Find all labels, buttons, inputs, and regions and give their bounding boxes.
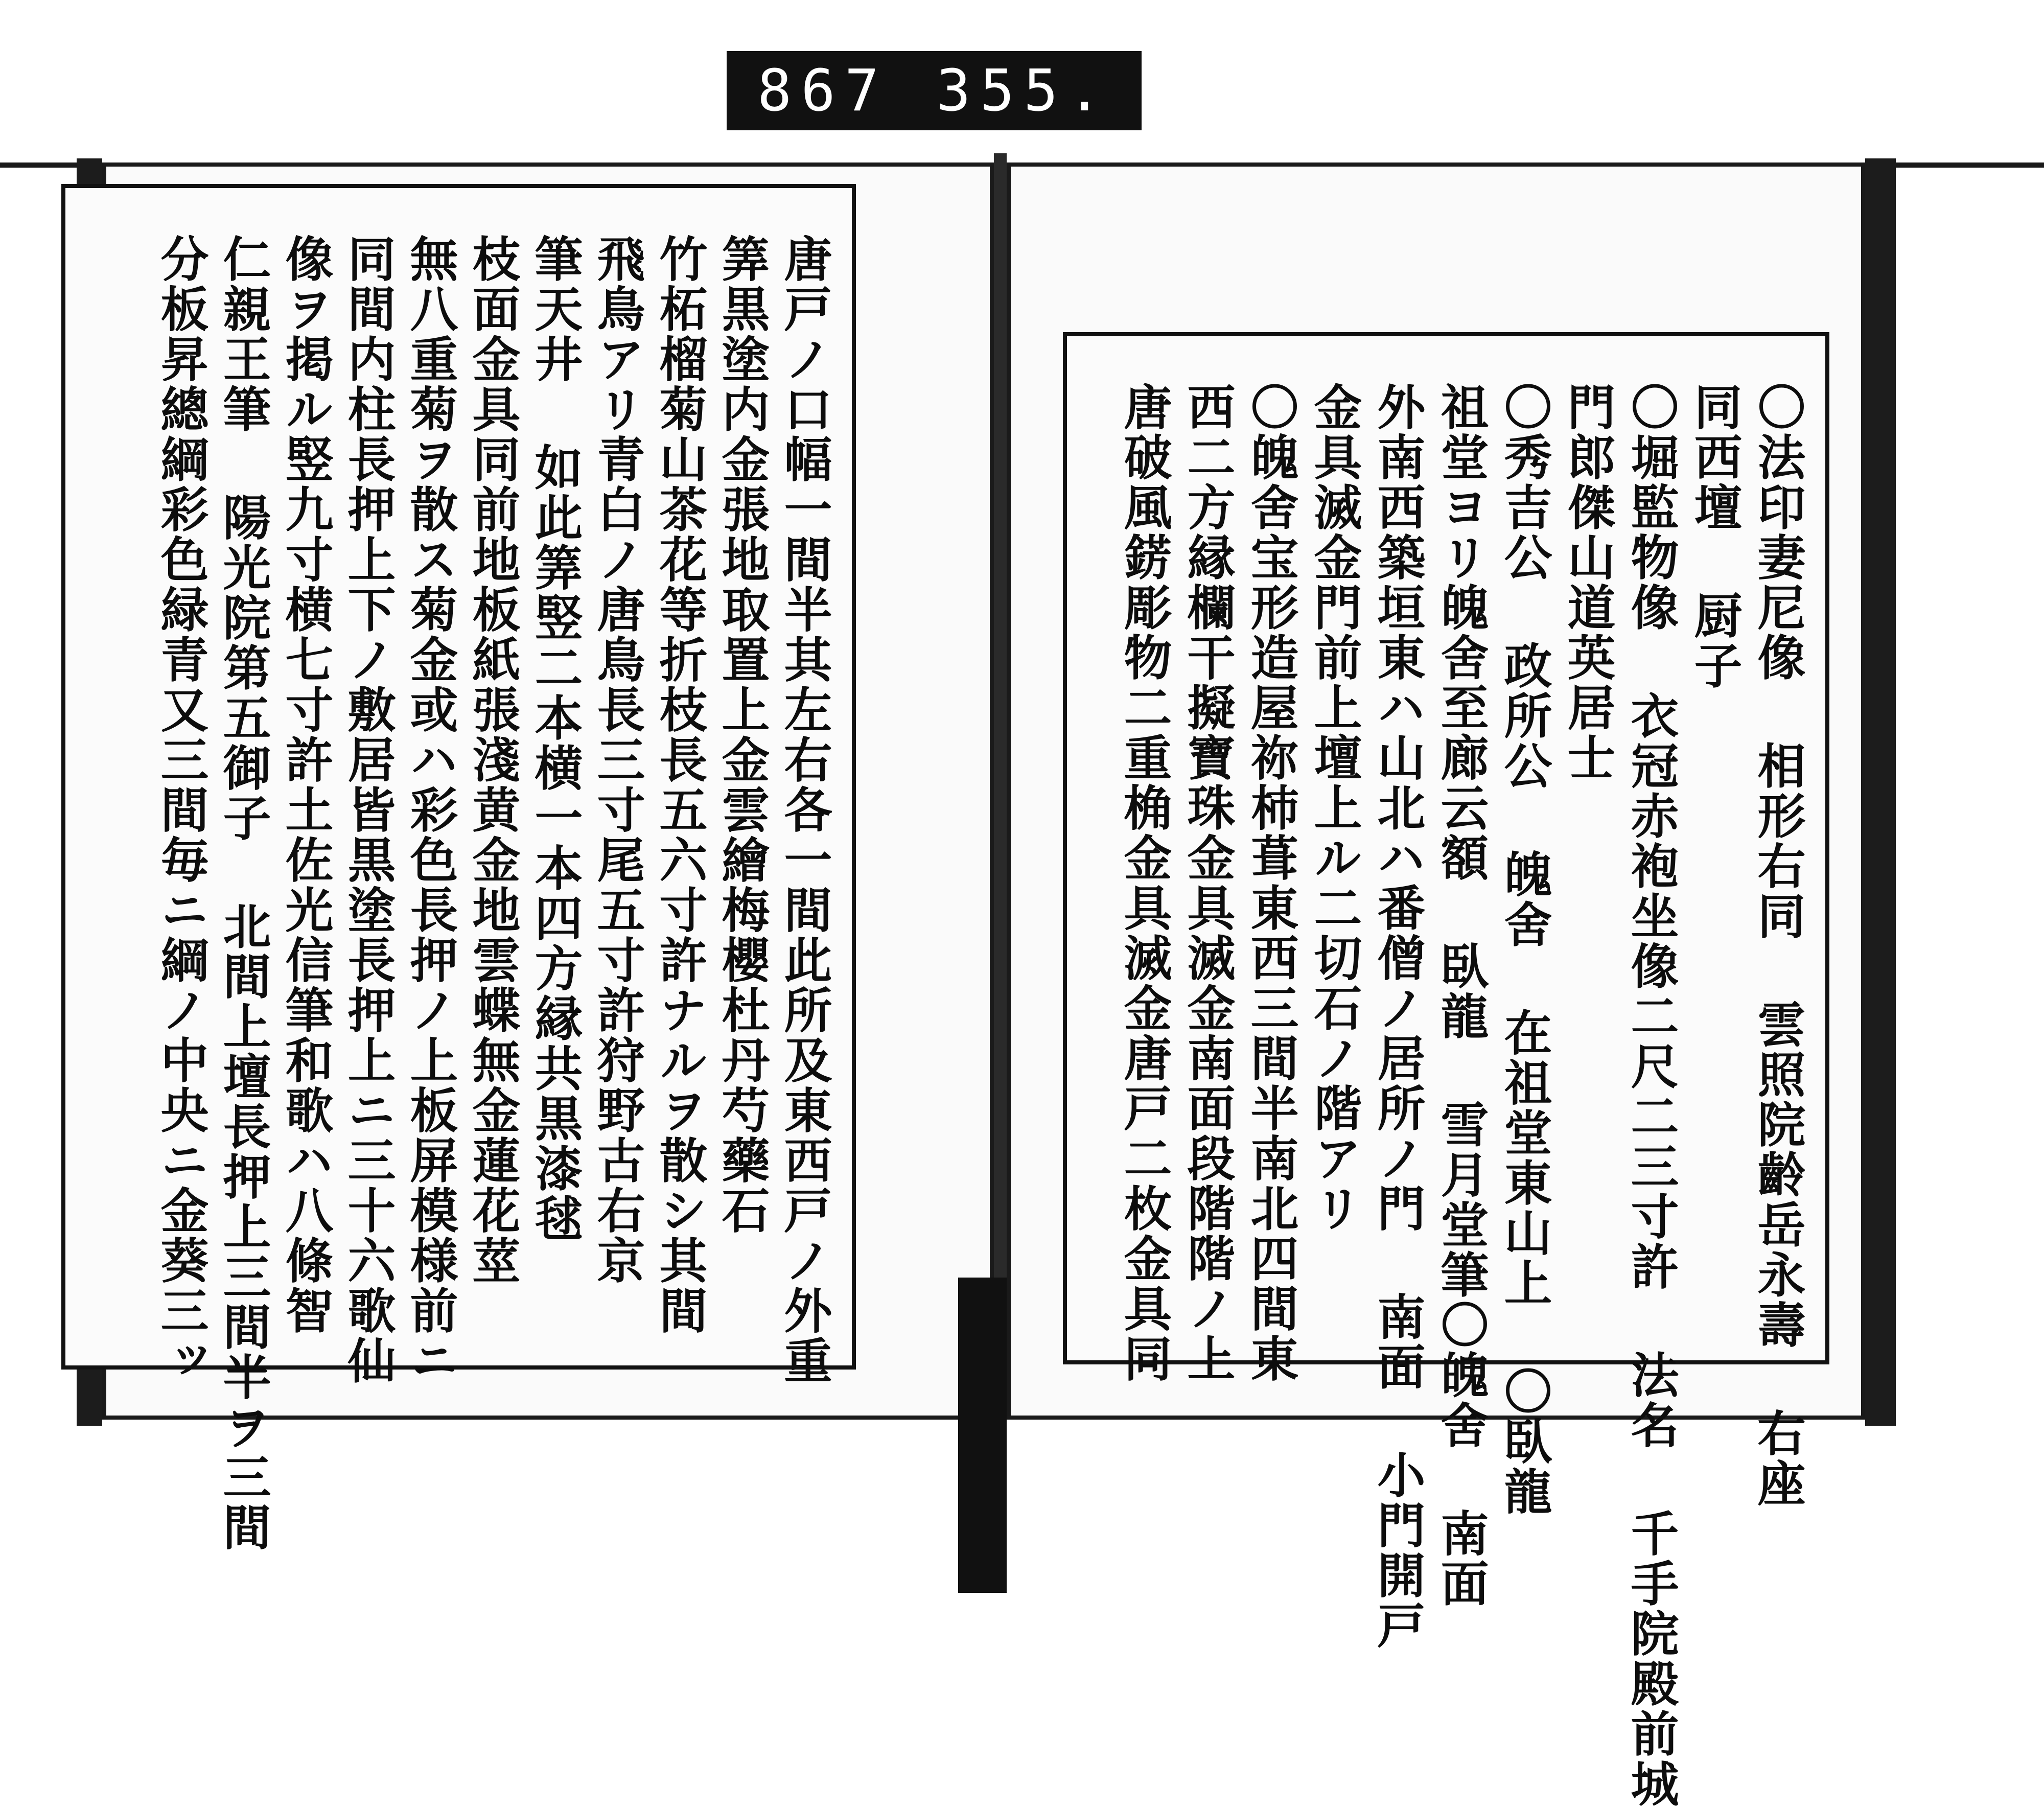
text-column: 無八重菊ヲ散ス菊金或ハ彩色長押ノ上板屏模様前ニ: [402, 234, 458, 1386]
text-column: 枝面金具同前地板紙張淺黄金地雲蝶無金蓮花莖: [464, 234, 520, 1286]
text-column: 〇法印妻尼像 相形右同 雲照院齡岳永壽 右座: [1749, 382, 1805, 1509]
text-column: 〇堀監物像 衣冠赤袍坐像二尺二三寸許 法名 千手院殿前城: [1622, 382, 1679, 1809]
right-cover-edge: [1865, 158, 1896, 1426]
right-page-text-frame: [1063, 332, 1829, 1809]
text-column: 〇秀吉公 政所公 魄舍 在祖堂東山上 〇臥龍: [1496, 382, 1552, 1517]
text-column: 唐戸ノ口幅一間半其左右各一間此所及東西戸ノ外重: [776, 234, 832, 1386]
book-gutter: [994, 153, 1007, 1436]
text-column: 〇魄舍宝形造屋祢杮葺東西三間半南北四間東: [1242, 382, 1298, 1384]
spine-strip: [958, 1278, 1007, 1593]
text-column: 筆天井 如此筭竪二本横一本四方縁共黒漆毬: [526, 234, 583, 1244]
catalog-number-left: 867: [757, 57, 889, 124]
catalog-number-label: [727, 51, 1142, 130]
text-column: 西二方縁欄干擬寶珠金具滅金南面段階階ノ上: [1179, 382, 1235, 1384]
text-column: 祖堂ヨリ魄舍至廊云額 臥龍 雪月堂筆〇魄舍 南面: [1432, 382, 1489, 1609]
text-column: 外南西築垣東ハ山北ハ番僧ノ居所ノ門 南面 小門開戸: [1369, 382, 1425, 1651]
text-column: 竹柘榴菊山茶花等折枝長五六寸許ナルヲ散シ其間: [651, 234, 707, 1336]
text-column: 像ヲ掲ル竪九寸横七寸許土佐光信筆和歌ハ八條智: [277, 234, 333, 1336]
catalog-number-right: 355.: [936, 57, 1111, 124]
text-column: 金具滅金門前上壇上ル二切石ノ階アリ: [1306, 382, 1362, 1234]
text-column: 分板昇總綱彩色緑青又三間毎ニ綱ノ中央ニ金葵三ッ: [152, 234, 208, 1386]
text-column: 筭黒塗内金張地取置上金雲繪梅櫻杜丹芍藥石: [713, 234, 770, 1236]
text-column: 仁親王筆 陽光院第五御子 北間上壇長押上三間半ヲ三間: [215, 234, 271, 1552]
left-page-text-frame: [61, 184, 856, 1552]
text-column: 同間内柱長押上下ノ敷居皆黒塗長押上ニ三十六歌仙: [339, 234, 396, 1386]
text-column: 唐破風錺彫物二重桷金具滅金唐戸二枚金具同: [1116, 382, 1172, 1384]
text-column: 飛鳥アリ青白ノ唐鳥長三寸尾五寸許狩野古右京: [589, 234, 645, 1286]
text-column: 門郎傑山道英居士: [1559, 382, 1615, 783]
text-column: 同西壇 厨子: [1686, 382, 1742, 691]
